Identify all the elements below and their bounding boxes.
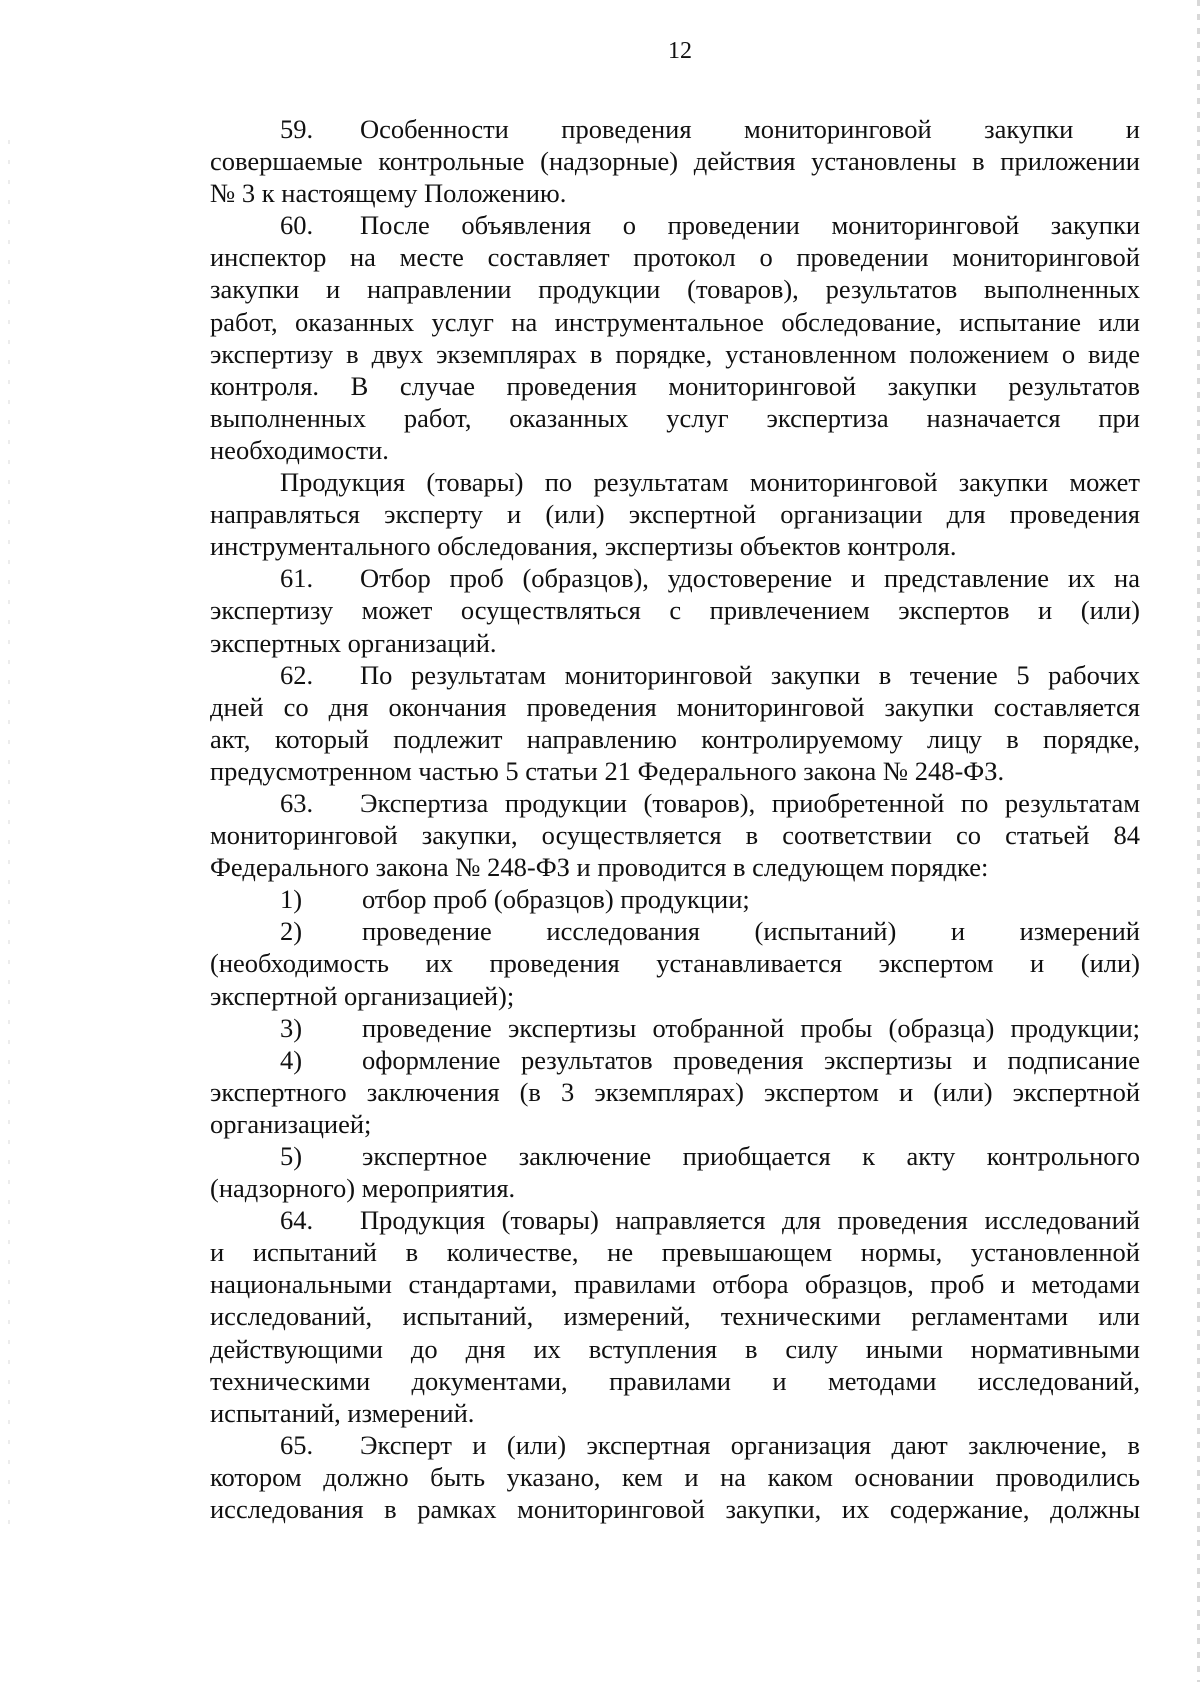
paragraph-text: Эксперт и (или) экспертная организация дают заключение, в — [360, 1429, 1140, 1460]
paragraph-line: исследований, испытаний, измерений, техническими регламентами или — [210, 1301, 1140, 1332]
list-item — [210, 915, 1140, 947]
paragraph-first-line — [210, 209, 1140, 241]
paragraph-first-line — [210, 1204, 1140, 1236]
list-item-number: 4) — [280, 1044, 303, 1075]
list-item — [210, 1044, 1140, 1076]
paragraph-line: испытаний, измерений. — [210, 1397, 475, 1428]
paragraph-line: акт, который подлежит направлению контролируемому лицу в порядке, — [210, 723, 1140, 754]
paragraph-first-line — [210, 562, 1140, 594]
paragraph-line: действующими до дня их вступления в силу иными нормативными — [210, 1333, 1140, 1364]
paragraph-line: предусмотренном частью 5 статьи 21 Федерального закона № 248-ФЗ. — [210, 755, 1005, 786]
paragraph-number: 63. — [280, 787, 314, 818]
paragraph-line: инспектор на месте составляет протокол о проведении мониторинговой — [210, 242, 1140, 273]
list-item-number: 1) — [280, 884, 303, 915]
paragraph-line: экспертных организаций. — [210, 627, 497, 658]
list-item-text: проведение исследования (испытаний) и измерений — [362, 916, 1140, 947]
paragraph-first-line — [210, 787, 1140, 819]
paragraph-line: экспертизу может осуществляться с привлечением экспертов и (или) — [210, 595, 1140, 626]
paragraph-line: исследования в рамках мониторинговой закупки, их содержание, должны — [210, 1494, 1140, 1525]
paragraph-line: экспертной организацией); — [210, 980, 515, 1011]
paragraph-number: 60. — [280, 210, 314, 241]
list-item-text: проведение экспертизы отобранной пробы (образца) продукции; — [362, 1012, 1140, 1043]
paragraph-line: мониторинговой закупки, осуществляется в соответствии со статьей 84 — [210, 820, 1140, 851]
paragraph-line: инструментального обследования, экспертизы объектов контроля. — [210, 531, 957, 562]
paragraph-text: По результатам мониторинговой закупки в течение 5 рабочих — [360, 659, 1140, 690]
paragraph-first-line — [210, 1429, 1140, 1461]
paragraph-line: Федерального закона № 248-ФЗ и проводится в следующем порядке: — [210, 852, 989, 883]
paragraph-line: техническими документами, правилами и методами исследований, — [210, 1365, 1140, 1396]
paragraph-text: После объявления о проведении мониторинговой закупки — [360, 210, 1140, 241]
paragraph-number: 61. — [280, 563, 314, 594]
paragraph-line: (надзорного) мероприятия. — [210, 1173, 516, 1204]
paragraph-line: выполненных работ, оказанных услуг экспертиза назначается при — [210, 402, 1140, 433]
paragraph-text: Экспертиза продукции (товаров), приобретенной по результатам — [360, 787, 1140, 818]
page-number: 12 — [668, 38, 692, 64]
paragraph-line: экспертизу в двух экземплярах в порядке, установленном положением о виде — [210, 338, 1140, 369]
list-item — [210, 1012, 1140, 1044]
paragraph-text: Продукция (товары) направляется для проведения исследований — [360, 1205, 1140, 1236]
paragraph-number: 62. — [280, 659, 314, 690]
paragraph-text: Особенности проведения мониторинговой закупки и — [360, 114, 1140, 144]
list-item-number: 5) — [280, 1141, 303, 1171]
paragraph-first-line — [210, 113, 1140, 145]
list-item-text: экспертное заключение приобщается к акту контрольного — [362, 1141, 1140, 1171]
list-item — [210, 883, 1140, 915]
paragraph-text: Отбор проб (образцов), удостоверение и представление их на — [360, 563, 1140, 594]
document-body — [210, 113, 1140, 1525]
paragraph-first-line: Продукция (товары) по результатам мониторинговой закупки может — [280, 467, 1140, 498]
paragraph-line: экспертного заключения (в 3 экземплярах) экспертом и (или) экспертной — [210, 1076, 1140, 1107]
paragraph-line: закупки и направлении продукции (товаров), результатов выполненных — [210, 274, 1140, 305]
paragraph-line: направляться эксперту и (или) экспертной организации для проведения — [210, 499, 1140, 530]
list-item-number: 2) — [280, 916, 303, 947]
paragraph-line: дней со дня окончания проведения мониторинговой закупки составляется — [210, 691, 1140, 722]
paragraph-line: работ, оказанных услуг на инструментальное обследование, испытание или — [210, 306, 1140, 337]
paragraph-line: (необходимость их проведения устанавливается экспертом и (или) — [210, 948, 1140, 979]
paragraph-line: и испытаний в количестве, не превышающем нормы, установленной — [210, 1237, 1140, 1268]
paragraph-line: котором должно быть указано, кем и на каком основании проводились — [210, 1461, 1140, 1492]
paragraph-line: совершаемые контрольные (надзорные) действия установлены в приложении — [210, 146, 1140, 177]
list-item-number: 3) — [280, 1012, 303, 1043]
paragraph-line: контроля. В случае проведения мониторинговой закупки результатов — [210, 370, 1140, 401]
paragraph-number: 59. — [280, 114, 314, 144]
list-item-text: оформление результатов проведения экспертизы и подписание — [362, 1044, 1140, 1075]
paragraph-line: № 3 к настоящему Положению. — [210, 178, 567, 209]
scan-edge-left — [8, 140, 10, 1540]
paragraph-line: национальными стандартами, правилами отбора образцов, проб и методами — [210, 1269, 1140, 1300]
paragraph-line: необходимости. — [210, 434, 389, 465]
paragraph-number: 64. — [280, 1205, 314, 1236]
paragraph-first-line — [210, 659, 1140, 691]
paragraph-number: 65. — [280, 1429, 314, 1460]
list-item-text: отбор проб (образцов) продукции; — [362, 884, 750, 915]
paragraph-line: организацией; — [210, 1108, 372, 1139]
list-item — [210, 1140, 1140, 1172]
